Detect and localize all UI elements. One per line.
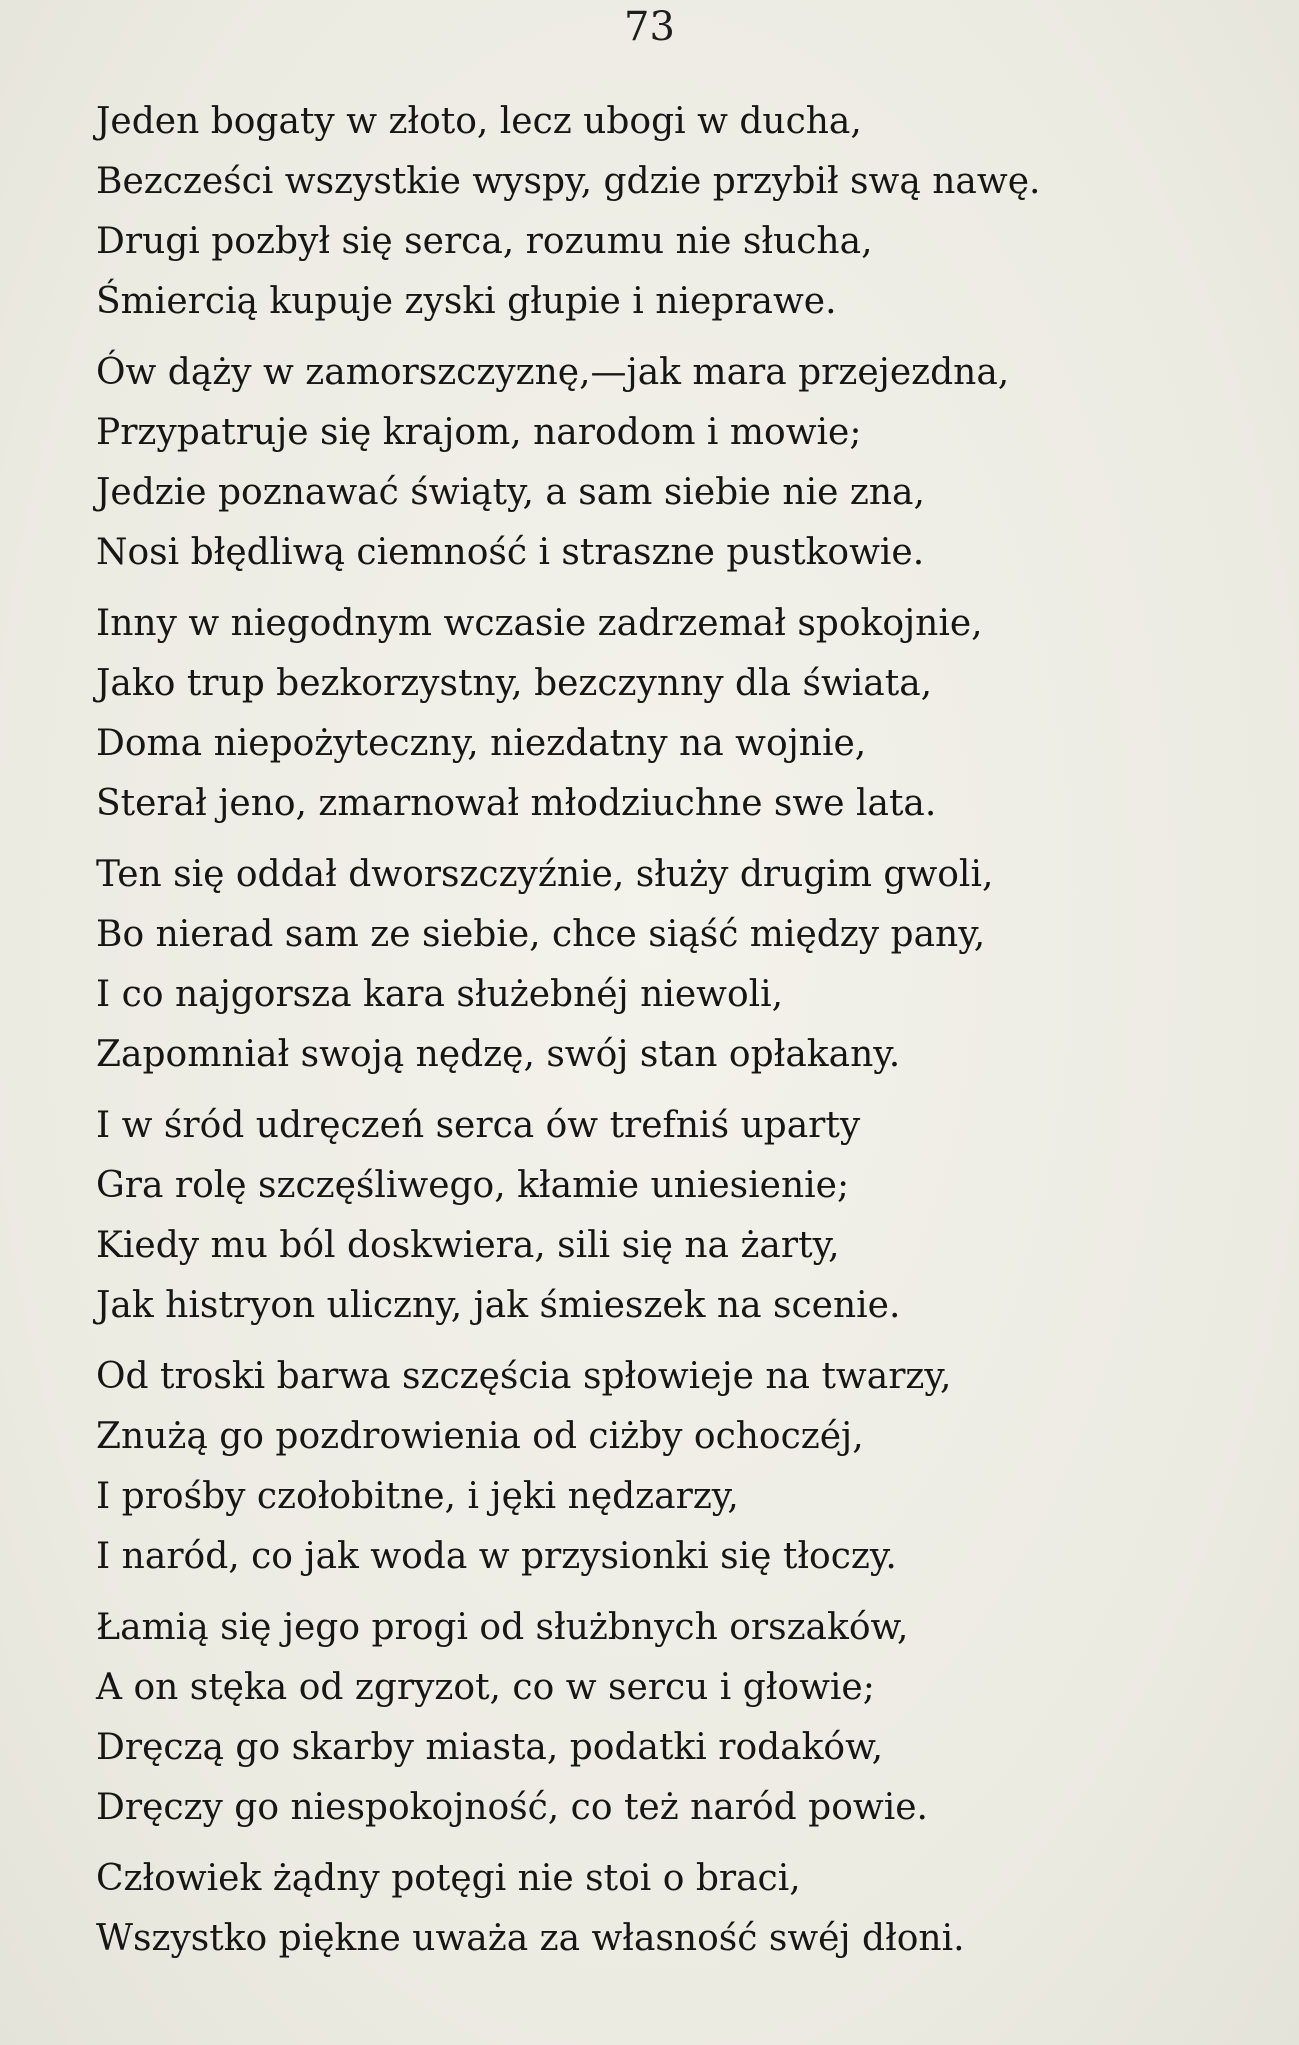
stanza-2	[96, 343, 1246, 583]
verse-line: Inny w niegodnym wczasie zadrzemał spokojnie,	[96, 603, 983, 644]
stanza-3	[96, 594, 1246, 834]
verse-line: Gra rolę szczęśliwego, kłamie uniesienie;	[96, 1165, 850, 1206]
verse-line: I w śród udręczeń serca ów trefniś uparty	[96, 1105, 861, 1146]
verse-line: Śmiercią kupuje zyski głupie i nieprawe.	[96, 281, 837, 322]
verse-line: Ów dąży w zamorszczyznę,—jak mara przejezdna,	[96, 352, 1010, 393]
stanza-4	[96, 845, 1246, 1085]
verse-line: I naród, co jak woda w przysionki się tłoczy.	[96, 1536, 897, 1577]
poem-text	[96, 92, 1246, 1969]
verse-line: Ten się oddał dworszczyźnie, służy drugim gwoli,	[96, 854, 994, 895]
verse-line: I prośby czołobitne, i jęki nędzarzy,	[96, 1476, 739, 1517]
stanza-7	[96, 1598, 1246, 1838]
stanza-6	[96, 1347, 1246, 1587]
verse-line: Znużą go pozdrowienia od ciżby ochoczéj,	[96, 1416, 864, 1457]
verse-line: Od troski barwa szczęścia spłowieje na twarzy,	[96, 1356, 952, 1397]
page-number: 73	[624, 4, 675, 50]
verse-line: Bezcześci wszystkie wyspy, gdzie przybił swą nawę.	[96, 161, 1041, 202]
verse-line: Kiedy mu ból doskwiera, sili się na żarty,	[96, 1225, 840, 1266]
verse-line: A on stęka od zgryzot, co w sercu i głowie;	[96, 1667, 875, 1708]
stanza-1	[96, 92, 1246, 332]
verse-line: Sterał jeno, zmarnował młodziuchne swe lata.	[96, 783, 937, 824]
stanza-8	[96, 1849, 1246, 1969]
verse-line: Zapomniał swoją nędzę, swój stan opłakany.	[96, 1034, 901, 1075]
verse-line: Dręczy go niespokojność, co też naród powie.	[96, 1787, 928, 1828]
verse-line: Dręczą go skarby miasta, podatki rodaków,	[96, 1727, 884, 1768]
verse-line: Doma niepożyteczny, niezdatny na wojnie,	[96, 723, 867, 764]
verse-line: Jako trup bezkorzystny, bezczynny dla świata,	[96, 663, 933, 704]
verse-line: Łamią się jego progi od służbnych orszaków,	[96, 1607, 909, 1648]
verse-line: Wszystko piękne uważa za własność swéj dłoni.	[96, 1918, 965, 1959]
verse-line: Jeden bogaty w złoto, lecz ubogi w ducha,	[96, 101, 862, 142]
verse-line: Drugi pozbył się serca, rozumu nie słucha,	[96, 221, 873, 262]
verse-line: Człowiek żądny potęgi nie stoi o braci,	[96, 1858, 801, 1899]
verse-line: Bo nierad sam ze siebie, chce siąść między pany,	[96, 914, 986, 955]
verse-line: Jak histryon uliczny, jak śmieszek na scenie.	[96, 1285, 901, 1326]
verse-line: Nosi błędliwą ciemność i straszne pustkowie.	[96, 532, 925, 573]
verse-line: Przypatruje się krajom, narodom i mowie;	[96, 412, 862, 453]
verse-line: I co najgorsza kara służebnéj niewoli,	[96, 974, 784, 1015]
verse-line: Jedzie poznawać świąty, a sam siebie nie zna,	[96, 472, 925, 513]
stanza-5	[96, 1096, 1246, 1336]
